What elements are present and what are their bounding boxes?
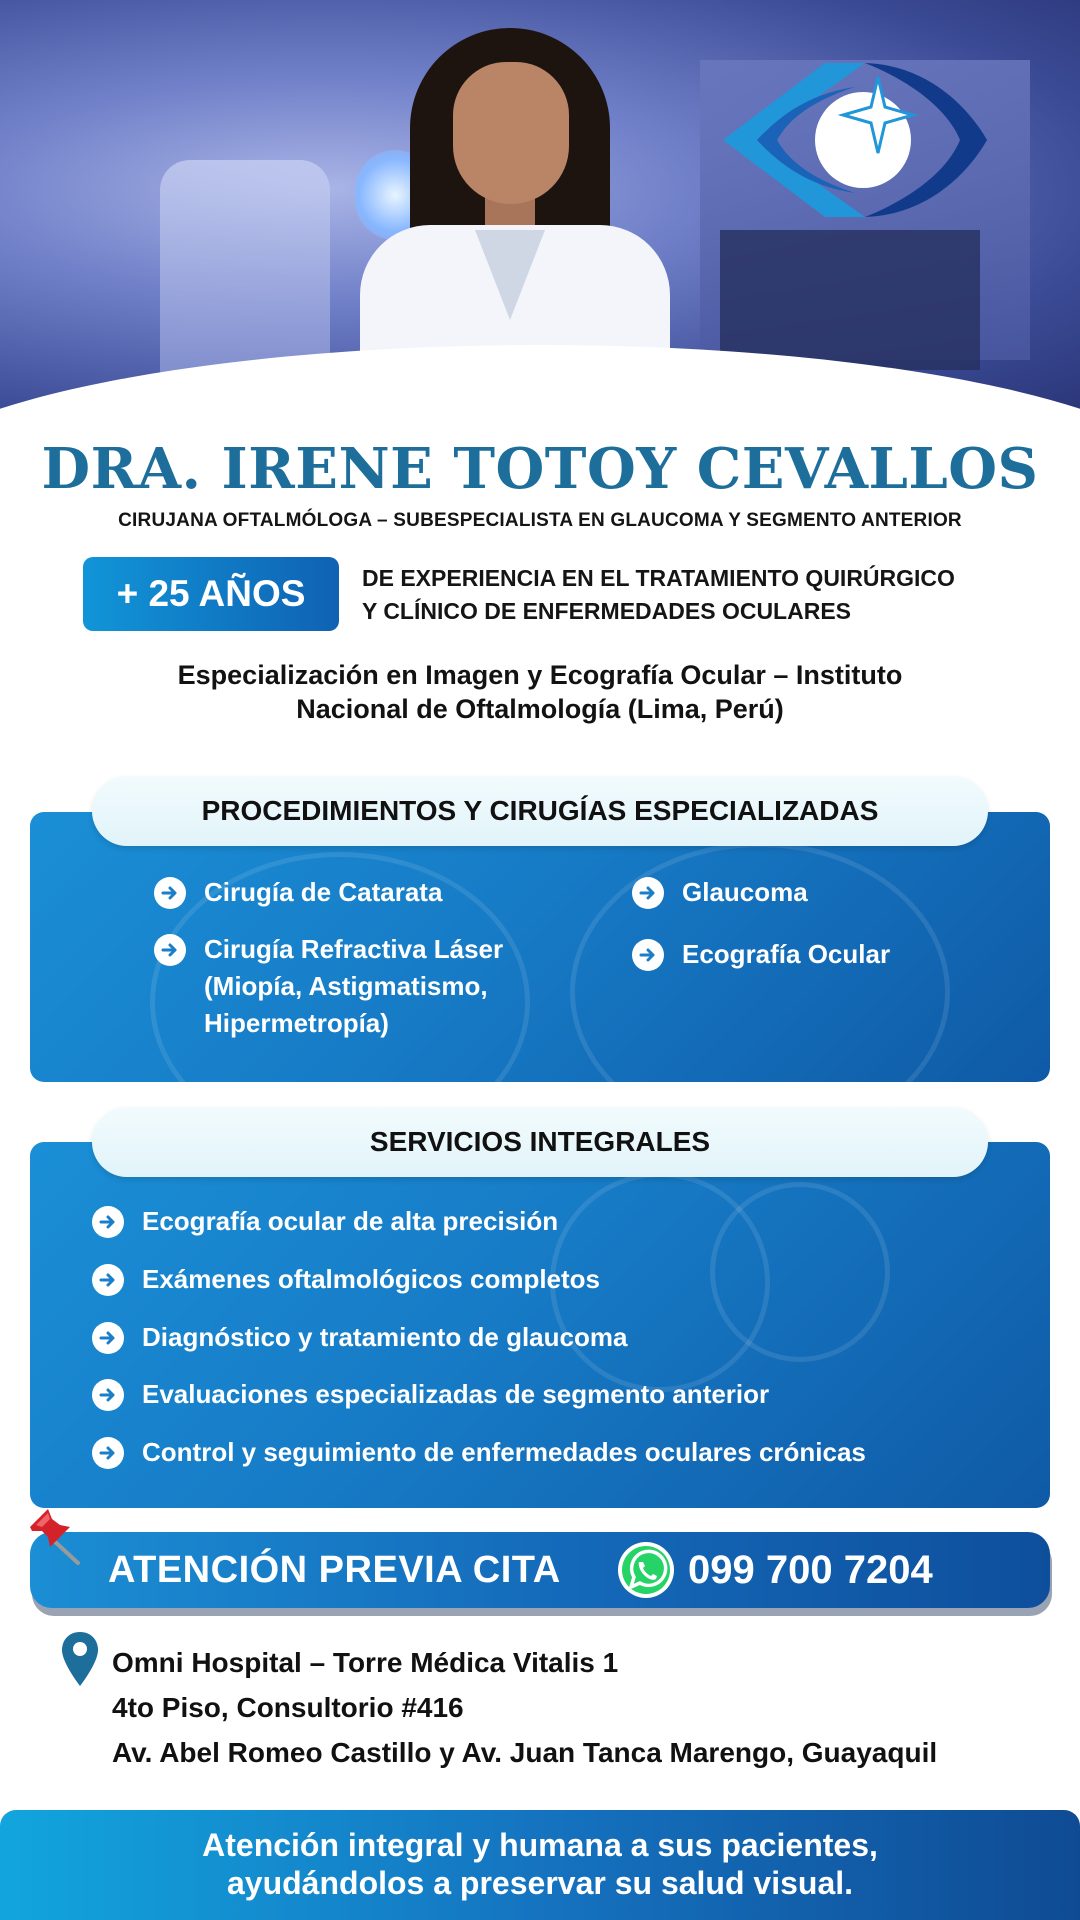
- location-pin-icon: [60, 1630, 100, 1688]
- list-item: Cirugía de Catarata: [154, 874, 442, 911]
- eye-logo-icon: [715, 55, 995, 225]
- arrow-right-icon: [92, 1379, 124, 1411]
- list-item: Control y seguimiento de enfermedades oculares crónicas: [92, 1434, 866, 1471]
- address-line: Omni Hospital – Torre Médica Vitalis 1: [112, 1647, 619, 1678]
- address: [112, 1640, 937, 1775]
- doctor-name: DRA. IRENE TOTOY CEVALLOS: [41, 436, 1039, 502]
- arrow-right-icon: [154, 877, 186, 909]
- list-item: Evaluaciones especializadas de segmento anterior: [92, 1376, 769, 1413]
- services-heading: SERVICIOS INTEGRALES: [92, 1107, 988, 1177]
- background-equipment: [720, 230, 980, 370]
- address-line: Av. Abel Romeo Castillo y Av. Juan Tanca Marengo, Guayaquil: [112, 1737, 938, 1768]
- arrow-right-icon: [92, 1206, 124, 1238]
- list-item: Diagnóstico y tratamiento de glaucoma: [92, 1319, 627, 1356]
- arrow-right-icon: [92, 1437, 124, 1469]
- experience-line: DE EXPERIENCIA EN EL TRATAMIENTO QUIRÚRGICO: [362, 565, 955, 591]
- appointment-bar[interactable]: [30, 1532, 1050, 1608]
- doctor-title: CIRUJANA OFTALMÓLOGA – SUBESPECIALISTA EN GLAUCOMA Y SEGMENTO ANTERIOR: [118, 510, 962, 531]
- appointment-label: ATENCIÓN PREVIA CITA: [108, 1549, 561, 1591]
- arrow-right-icon: [632, 939, 664, 971]
- whatsapp-icon[interactable]: [617, 1541, 675, 1599]
- specialization: [60, 658, 1020, 726]
- footer-line: Atención integral y humana a sus pacientes,: [202, 1827, 878, 1863]
- arrow-right-icon: [154, 934, 186, 966]
- address-line: 4to Piso, Consultorio #416: [112, 1692, 464, 1723]
- hero-banner: [0, 0, 1080, 420]
- specialization-line: Especialización en Imagen y Ecografía Ocular – Instituto: [177, 660, 903, 690]
- specialization-line: Nacional de Oftalmología (Lima, Perú): [296, 694, 784, 724]
- arrow-right-icon: [632, 877, 664, 909]
- list-item: Cirugía Refractiva Láser (Miopía, Astigmatismo, Hipermetropía): [154, 931, 503, 1042]
- footer-banner: [0, 1810, 1080, 1920]
- experience-badge: + 25 AÑOS: [83, 557, 339, 631]
- procedures-heading: PROCEDIMIENTOS Y CIRUGÍAS ESPECIALIZADAS: [92, 776, 988, 846]
- phone-number[interactable]: 099 700 7204: [688, 1548, 933, 1592]
- footer-line: ayudándolos a preservar su salud visual.: [226, 1865, 854, 1901]
- arrow-right-icon: [92, 1322, 124, 1354]
- list-item: Ecografía ocular de alta precisión: [92, 1203, 558, 1240]
- list-item: Ecografía Ocular: [632, 936, 890, 973]
- experience-line: Y CLÍNICO DE ENFERMEDADES OCULARES: [362, 598, 852, 624]
- experience-text: [362, 562, 1042, 628]
- pushpin-icon: [22, 1505, 88, 1571]
- list-item: Glaucoma: [632, 874, 808, 911]
- list-item: Exámenes oftalmológicos completos: [92, 1261, 600, 1298]
- arrow-right-icon: [92, 1264, 124, 1296]
